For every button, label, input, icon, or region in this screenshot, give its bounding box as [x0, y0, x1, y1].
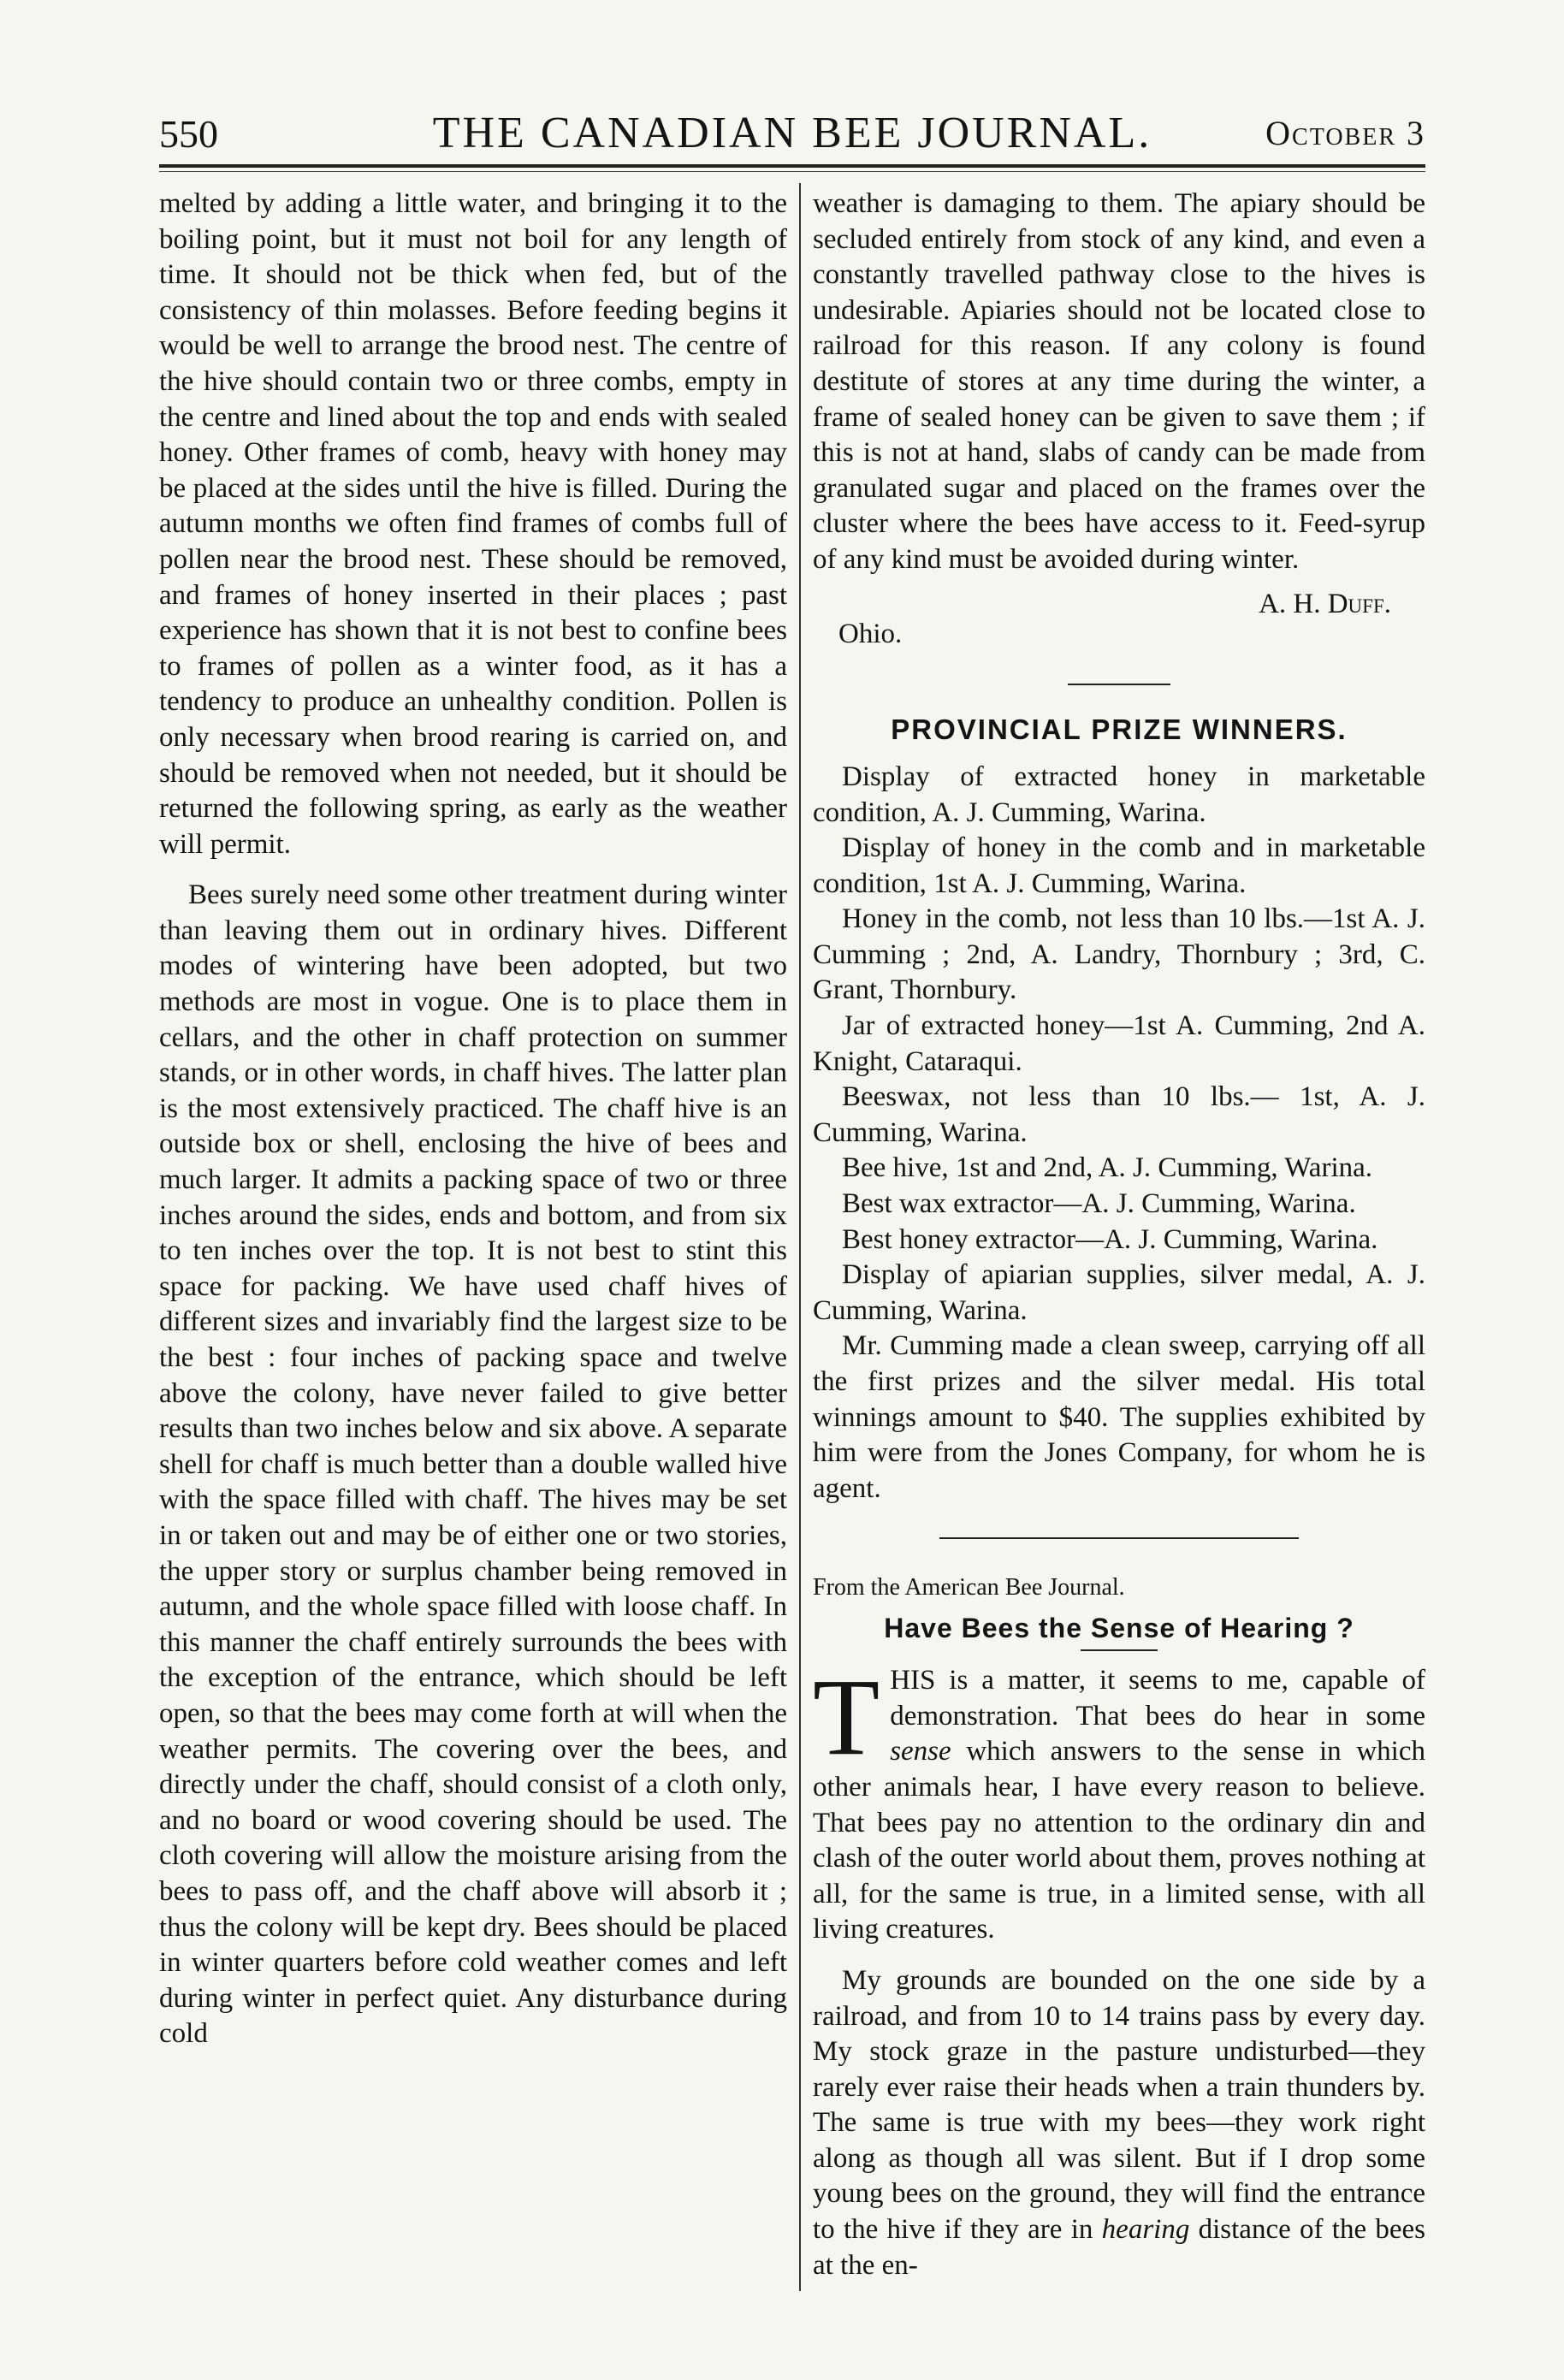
article-title: Have Bees the Sense of Hearing ? — [884, 1612, 1354, 1643]
page-header — [159, 101, 1425, 161]
article-text: HIS is a matter, it seems to me, capable of demonstration. That bees do hear in some — [890, 1665, 1425, 1732]
title-rule — [1081, 1649, 1158, 1651]
left-column — [159, 186, 787, 2052]
prize-entry: Display of apiarian supplies, silver medal, A. J. Cumming, Warina. — [813, 1259, 1425, 1326]
prize-entry: Display of extracted honey in marketable condition, A. J. Cumming, Warina. — [813, 761, 1425, 828]
ornament-line — [939, 1537, 1299, 1539]
ornament-divider — [813, 1519, 1425, 1554]
paragraph: melted by adding a little water, and bringing it to the boiling point, but it must not boil for any length of time. It should not be thick when fed, but of the consistency of thin molasses. Before feeding begins it would be well to arrange the brood nest. The centre of the hive should contain two or three combs, empty in the centre and lined about the top and ends with sealed honey. Other frames of comb, heavy with honey may be placed at the sides until the hive is filled. During the autumn months we often find frames of combs full of pollen near the brood nest. These should be removed, and frames of honey inserted in their places ; past experience has shown that it is not best to confine bees to frames of pollen as a winter food, as it has a tendency to produce an unhealthy condition. Pollen is only necessary when brood rearing is carried on, and should be removed when not needed, but it should be returned the following spring, as early as the weather will permit. — [159, 188, 787, 860]
header-rule-thin — [159, 171, 1425, 172]
author-name: A. H. Duff. — [1259, 588, 1391, 619]
article-paragraph — [813, 1656, 1425, 1948]
prize-entry: Best honey extractor—A. J. Cumming, Warina. — [842, 1223, 1378, 1255]
paragraph: Bees surely need some other treatment during winter than leaving them out in ordinary hives. Different modes of wintering have been adopted, but two methods are most in vogue. One is to place them in cellars, and the other in chaff protection on summer stands, or in other words, in chaff hives. The latter plan is the most extensively practiced. The chaff hive is an outside box or shell, enclosing the hive of bees and much larger. It admits a packing space of two or three inches around the sides, ends and bottom, and from six to ten inches over the top. It is not best to stint this space for packing. We have used chaff hives of different sizes and invariably find the largest size to be the best : four inches of packing space and twelve above the colony, have never failed to give better results than two inches below and six above. A separate shell for chaff is much better than a double walled hive with the space filled with chaff. The hives may be set in or taken out and may be of either one or two stories, the upper story or surplus chamber being removed in autumn, and the whole space filled with loose chaff. In this manner the chaff entirely surrounds the bees with the exception of the entrance, which should be left open, so that the bees may come forth at will when the weather permits. The covering over the bees, and directly under the chaff, should consist of a cloth only, and no board or wood covering should be used. The cloth covering will allow the moisture arising from the bees to pass off, and the chaff above will absorb it ; thus the colony will be kept dry. Bees should be placed in winter quarters before cold weather comes and left during winter in perfect quiet. Any disturbance during cold — [159, 879, 787, 2050]
article-paragraph — [813, 1963, 1425, 2283]
article-text: distance of the bees at the en- — [813, 2214, 1426, 2281]
issue-date: October 3 — [1265, 114, 1425, 152]
emphasis-text: sense — [890, 1736, 951, 1767]
prize-heading: PROVINCIAL PRIZE WINNERS. — [891, 713, 1348, 746]
article-text: My grounds are bounded on the one side by a railroad, and from 10 to 14 trains pass by every day. My stock graze in the pasture undisturbed—they rarely ever raise their heads when a train thunders by. The same is true with my bees—they work right along as though all was silent. But if I drop some young bees on the ground, they will find the entrance to the hive if they are in — [813, 1964, 1425, 2246]
right-column — [813, 186, 1425, 2283]
header-rule — [159, 164, 1425, 168]
drop-cap: T — [813, 1656, 880, 1779]
prize-entry: Mr. Cumming made a clean sweep, carrying off all the first prizes and the silver medal. His total winnings amount to $40. The supplies exhibited by him were from the Jones Company, for whom he is agent. — [813, 1330, 1425, 1504]
prize-entry: Honey in the comb, not less than 10 lbs.—1st A. J. Cumming ; 2nd, A. Landry, Thornbury ; 3rd, C. Grant, Thornbury. — [813, 903, 1425, 1006]
ornament-line — [1068, 684, 1170, 685]
source-line: From the American Bee Journal. — [813, 1573, 1125, 1601]
column-divider — [799, 183, 801, 2291]
prize-entry: Jar of extracted honey—1st A. Cumming, 2nd A. Knight, Cataraqui. — [813, 1010, 1425, 1077]
prize-list — [813, 760, 1425, 1507]
prize-entry: Bee hive, 1st and 2nd, A. J. Cumming, Warina. — [842, 1152, 1373, 1184]
paragraph: weather is damaging to them. The apiary should be secluded entirely from stock of any kind, and even a constantly travelled pathway close to the hives is undesirable. Apiaries should not be located close to railroad for this reason. If any colony is found destitute of stores at any time during the winter, a frame of sealed honey can be given to save them ; if this is not at hand, slabs of candy can be made from granulated sugar and placed on the frames over the cluster where the bees have access to it. Feed-syrup of any kind must be avoided during winter. — [813, 188, 1425, 575]
page-number: 550 — [159, 112, 218, 156]
prize-entry: Display of honey in the comb and in marketable condition, 1st A. J. Cumming, Warina. — [813, 832, 1425, 899]
journal-title: THE CANADIAN BEE JOURNAL. — [432, 109, 1152, 157]
ornament-divider — [813, 665, 1425, 701]
author-place: Ohio. — [838, 619, 903, 650]
prize-entry: Best wax extractor—A. J. Cumming, Warina. — [842, 1188, 1356, 1220]
article-text: which answers to the sense in which other animals hear, I have every reason to believe. That bees pay no attention to the ordinary din and clash of the outer world about them, proves nothing at all, for the same is true, in a limited sense, with all living creatures. — [813, 1736, 1425, 1945]
prize-entry: Beeswax, not less than 10 lbs.— 1st, A. J. Cumming, Warina. — [813, 1081, 1425, 1148]
emphasis-text: hearing — [1101, 2214, 1190, 2246]
